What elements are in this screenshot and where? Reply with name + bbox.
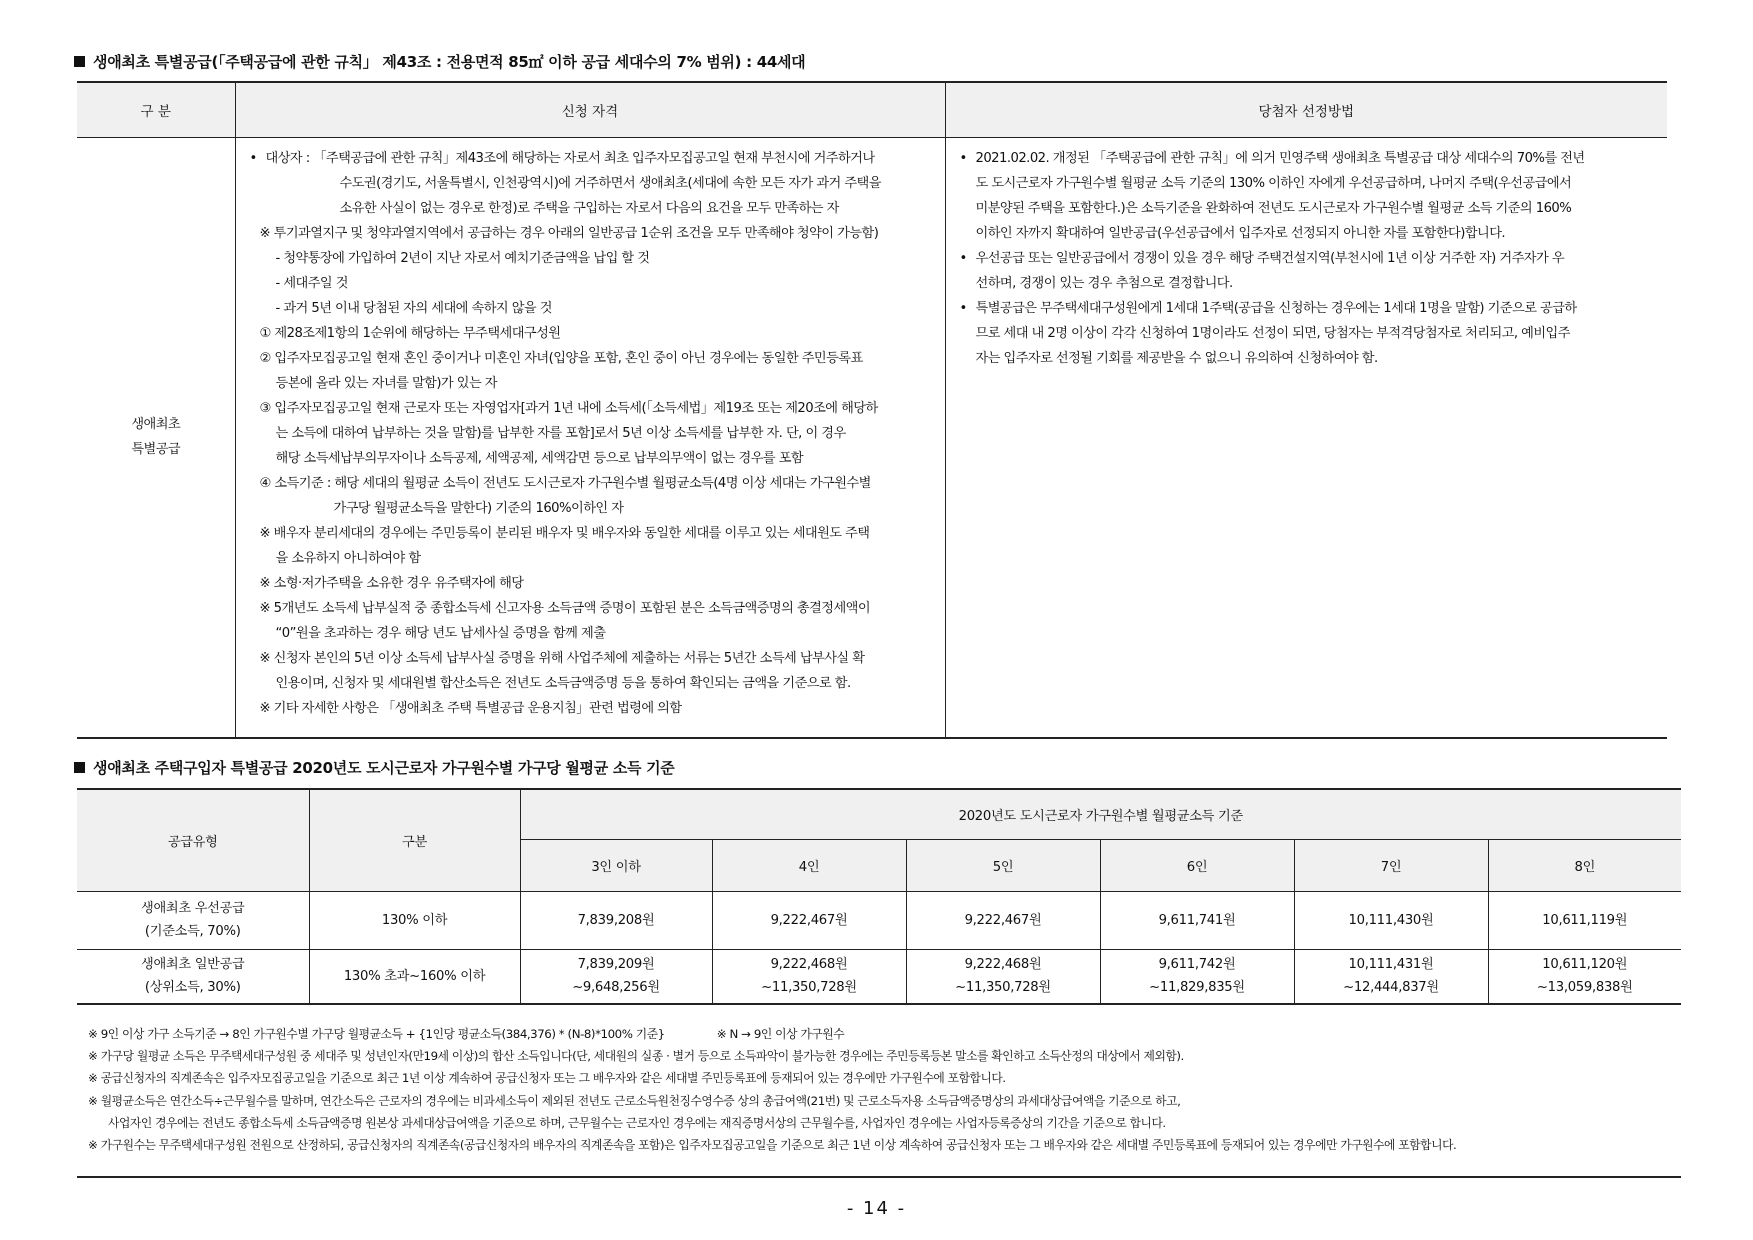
page-number: - 14 - bbox=[846, 1198, 907, 1219]
table-header-row bbox=[77, 82, 1667, 138]
footnote: 사업자인 경우에는 전년도 종합소득세 소득금액증명 원본상 과세대상급여액을 기준으로 하며, 근무월수는 근로자인 경우에는 재직증명서상의 근무월수를, 사업자인 경우에는 사업자등록증상의 기간을 기준으로 합니다. bbox=[108, 1115, 1166, 1130]
square-bullet-icon bbox=[74, 56, 85, 67]
qualification-line: - 과거 5년 이내 당첨된 자의 세대에 속하지 않을 것 bbox=[275, 301, 552, 316]
income-from: 10,111,431원 bbox=[1348, 957, 1434, 973]
qualification-line: - 세대주일 것 bbox=[275, 276, 348, 291]
method-line: • 우선공급 또는 일반공급에서 경쟁이 있을 경우 해당 주택건설지역(부천시에 1년 이상 거주한 자) 거주자가 우 bbox=[958, 246, 1656, 271]
qualification-line: ③ 입주자모집공고일 현재 근로자 또는 자영업자[과거 1년 내에 소득세(「소득세법」제19조 또는 제20조에 해당하 bbox=[259, 401, 878, 416]
header-household-size: 4인 bbox=[712, 839, 906, 891]
category-line: 특별공급 bbox=[131, 442, 181, 458]
income-cell: 9,222,467원 bbox=[906, 891, 1100, 949]
income-to: ~11,829,835원 bbox=[1149, 980, 1245, 996]
supply-type-line: 생애최초 우선공급 bbox=[141, 901, 245, 916]
header-household-size: 7인 bbox=[1294, 839, 1488, 891]
income-cell bbox=[1294, 949, 1488, 1004]
income-to: ~12,444,837원 bbox=[1343, 980, 1439, 996]
income-to: ~9,648,256원 bbox=[572, 980, 660, 996]
qualification-line: • 대상자 : 「주택공급에 관한 규칙」제43조에 해당하는 자로서 최초 입주자모집공고일 현재 부천시에 거주하거나 bbox=[248, 146, 939, 171]
method-line: • 2021.02.02. 개정된 「주택공급에 관한 규칙」에 의거 민영주택 생애최초 특별공급 대상 세대수의 70%를 전년 bbox=[958, 146, 1656, 171]
income-from: 9,611,742원 bbox=[1158, 957, 1236, 973]
section1-title-text: 생애최초 특별공급(「주택공급에 관한 규칙」 제43조 : 전용면적 85㎡ 이하 공급 세대수의 7% 범위) : 44세대 bbox=[93, 53, 806, 71]
method-line: 미분양된 주택을 포함한다.)은 소득기준을 완화하여 전년도 도시근로자 가구원수별 월평균 소득 기준의 160% bbox=[975, 201, 1572, 216]
header-class: 구분 bbox=[309, 789, 520, 891]
income-from: 7,839,209원 bbox=[577, 957, 655, 973]
qualification-line: ※ 5개년도 소득세 납부실적 중 종합소득세 신고자용 소득금액 증명이 포함된 분은 소득금액증명의 총결정세액이 bbox=[259, 601, 871, 616]
qualification-line: 소유한 사실이 없는 경우로 한정)로 주택을 구입하는 자로서 다음의 요건을 모두 만족하는 자 bbox=[339, 201, 839, 216]
income-to: ~13,059,838원 bbox=[1536, 980, 1633, 996]
income-cell: 10,111,430원 bbox=[1294, 891, 1488, 949]
header-supply-type: 공급유형 bbox=[77, 789, 309, 891]
qualification-cell bbox=[235, 138, 945, 738]
qualification-line: 등본에 올라 있는 자녀를 말함)가 있는 자 bbox=[275, 376, 497, 391]
footnote: ※ 월평균소득은 연간소득÷근무월수를 말하며, 연간소득은 근로자의 경우에는 비과세소득이 제외된 전년도 근로소득원천징수영수증 상의 총급여액(21번) 및 근로소득자용 소득금액증명상의 과세대상급여액을 기준으로 하고, bbox=[88, 1093, 1181, 1108]
qualification-line: ※ 배우자 분리세대의 경우에는 주민등록이 분리된 배우자 및 배우자와 동일한 세대를 이루고 있는 세대원도 주택 bbox=[259, 526, 870, 541]
table-row bbox=[77, 949, 1681, 1004]
category-line: 생애최초 bbox=[131, 417, 181, 433]
income-cell: 7,839,208원 bbox=[520, 891, 712, 949]
income-cell bbox=[1488, 949, 1681, 1004]
method-line: 도 도시근로자 가구원수별 월평균 소득 기준의 130% 이하인 자에게 우선공급하며, 나머지 주택(우선공급에서 bbox=[975, 176, 1572, 191]
square-bullet-icon bbox=[74, 762, 85, 773]
supply-type-cell bbox=[77, 891, 309, 949]
footnotes bbox=[88, 1023, 1456, 1156]
income-to: ~11,350,728원 bbox=[955, 980, 1051, 996]
section2-title-text: 생애최초 주택구입자 특별공급 2020년도 도시근로자 가구원수별 가구당 월평균 소득 기준 bbox=[93, 759, 675, 777]
header-category: 구 분 bbox=[77, 82, 235, 138]
selection-method-cell bbox=[945, 138, 1667, 738]
income-from: 10,611,120원 bbox=[1542, 957, 1628, 973]
table-row bbox=[77, 138, 1667, 738]
special-supply-table bbox=[77, 81, 1667, 739]
method-line: 이하인 자까지 확대하여 일반공급(우선공급에서 입주자로 선정되지 아니한 자를 포함한다)합니다. bbox=[975, 226, 1506, 241]
table-row bbox=[77, 891, 1681, 949]
income-cell bbox=[712, 949, 906, 1004]
income-cell: 9,222,467원 bbox=[712, 891, 906, 949]
footnote: ※ 공급신청자의 직계존속은 입주자모집공고일을 기준으로 최근 1년 이상 계속하여 공급신청자 또는 그 배우자와 같은 세대별 주민등록표에 등재되어 있는 경우에만 가구원수에 포함합니다. bbox=[88, 1071, 1006, 1086]
header-household-size: 5인 bbox=[906, 839, 1100, 891]
supply-type-line: (기준소득, 70%) bbox=[144, 924, 241, 939]
method-line: • 특별공급은 무주택세대구성원에게 1세대 1주택(공급을 신청하는 경우에는 1세대 1명을 말함) 기준으로 공급하 bbox=[958, 296, 1656, 321]
income-cell bbox=[1100, 949, 1294, 1004]
footnote-text: ※ N → 9인 이상 가구원수 bbox=[716, 1027, 845, 1041]
income-standard-table bbox=[77, 788, 1681, 1005]
class-cell: 130% 초과~160% 이하 bbox=[309, 949, 520, 1004]
supply-type-line: (상위소득, 30%) bbox=[144, 980, 241, 996]
bottom-divider bbox=[77, 1176, 1681, 1178]
qualification-line: 인용이며, 신청자 및 세대원별 합산소득은 전년도 소득금액증명 등을 통하여 확인되는 금액을 기준으로 함. bbox=[275, 676, 851, 691]
income-cell: 9,611,741원 bbox=[1100, 891, 1294, 949]
qualification-line: 는 소득에 대하여 납부하는 것을 말함)를 납부한 자를 포함]로서 5년 이상 소득세를 납부한 자. 단, 이 경우 bbox=[275, 426, 846, 441]
income-cell: 10,611,119원 bbox=[1488, 891, 1681, 949]
income-from: 9,222,468원 bbox=[770, 957, 848, 973]
method-line: 자는 입주자로 선정될 기회를 제공받을 수 없으니 유의하여 신청하여야 함. bbox=[975, 351, 1378, 366]
supply-type-cell bbox=[77, 949, 309, 1004]
method-line: 선하며, 경쟁이 있는 경우 추첨으로 결정합니다. bbox=[975, 276, 1233, 291]
qualification-line: - 청약통장에 가입하여 2년이 지난 자로서 예치기준금액을 납입 할 것 bbox=[275, 251, 650, 266]
header-income-group: 2020년도 도시근로자 가구원수별 월평균소득 기준 bbox=[520, 789, 1681, 839]
footnote-text: ※ 9인 이상 가구 소득기준 → 8인 가구원수별 가구당 월평균소득 + {1인당 평균소득(384,376) * (N-8)*100% 기준} bbox=[88, 1027, 665, 1041]
qualification-line: 수도권(경기도, 서울특별시, 인천광역시)에 거주하면서 생애최초(세대에 속한 모든 자가 과거 주택을 bbox=[339, 176, 881, 191]
qualification-line: 가구당 월평균소득을 말한다) 기준의 160%이하인 자 bbox=[333, 501, 624, 516]
qualification-line: ① 제28조제1항의 1순위에 해당하는 무주택세대구성원 bbox=[259, 326, 561, 341]
section1-title bbox=[74, 51, 805, 72]
class-cell: 130% 이하 bbox=[309, 891, 520, 949]
qualification-line: ② 입주자모집공고일 현재 혼인 중이거나 미혼인 자녀(입양을 포함, 혼인 중이 아닌 경우에는 동일한 주민등록표 bbox=[259, 351, 863, 366]
income-to: ~11,350,728원 bbox=[761, 980, 857, 996]
section2-title bbox=[74, 757, 675, 778]
method-line: 므로 세대 내 2명 이상이 각각 신청하여 1명이라도 선정이 되면, 당첨자는 부적격당첨자로 처리되고, 예비입주 bbox=[975, 326, 1570, 341]
qualification-line: ※ 투기과열지구 및 청약과열지역에서 공급하는 경우 아래의 일반공급 1순위 조건을 모두 만족해야 청약이 가능함) bbox=[259, 226, 879, 241]
qualification-line: ※ 신청자 본인의 5년 이상 소득세 납부사실 증명을 위해 사업주체에 제출하는 서류는 5년간 소득세 납부사실 확 bbox=[259, 651, 865, 666]
footnote: ※ 가구당 월평균 소득은 무주택세대구성원 중 세대주 및 성년인자(만19세 이상)의 합산 소득입니다(단, 세대원의 실종 · 별거 등으로 소득파악이 불가능한 경우에는 주민등록등본 말소를 확인하고 소득산정의 대상에서 제외함). bbox=[88, 1049, 1184, 1064]
qualification-line: 해당 소득세납부의무자이나 소득공제, 세액공제, 세액감면 등으로 납부의무액이 없는 경우를 포함 bbox=[275, 451, 804, 466]
qualification-line: ④ 소득기준 : 해당 세대의 월평균 소득이 전년도 도시근로자 가구원수별 월평균소득(4명 이상 세대는 가구원수별 bbox=[259, 476, 871, 491]
income-from: 9,222,468원 bbox=[964, 957, 1042, 973]
qualification-line: ※ 소형·저가주택을 소유한 경우 유주택자에 해당 bbox=[259, 576, 524, 591]
header-household-size: 3인 이하 bbox=[520, 839, 712, 891]
qualification-line: “0”원을 초과하는 경우 해당 년도 납세사실 증명을 함께 제출 bbox=[275, 626, 606, 641]
qualification-line: 을 소유하지 아니하여야 함 bbox=[275, 551, 421, 566]
header-household-size: 6인 bbox=[1100, 839, 1294, 891]
header-selection-method: 당첨자 선정방법 bbox=[945, 82, 1667, 138]
supply-type-line: 생애최초 일반공급 bbox=[141, 957, 245, 973]
income-cell bbox=[906, 949, 1100, 1004]
footnote bbox=[88, 1023, 1456, 1045]
header-household-size: 8인 bbox=[1488, 839, 1681, 891]
header-qualification: 신청 자격 bbox=[235, 82, 945, 138]
category-cell bbox=[77, 138, 235, 738]
qualification-line: ※ 기타 자세한 사항은 「생애최초 주택 특별공급 운용지침」관련 법령에 의함 bbox=[259, 701, 682, 716]
table-header-row bbox=[77, 789, 1681, 839]
footnote: ※ 가구원수는 무주택세대구성원 전원으로 산정하되, 공급신청자의 직계존속(공급신청자의 배우자의 직계존속을 포함)은 입주자모집공고일을 기준으로 최근 1년 이상 계속하여 공급신청자 또는 그 배우자와 같은 세대별 주민등록표에 등재되어 있는 경우에만 가구원수에 포함합니다. bbox=[88, 1138, 1457, 1153]
income-cell bbox=[520, 949, 712, 1004]
